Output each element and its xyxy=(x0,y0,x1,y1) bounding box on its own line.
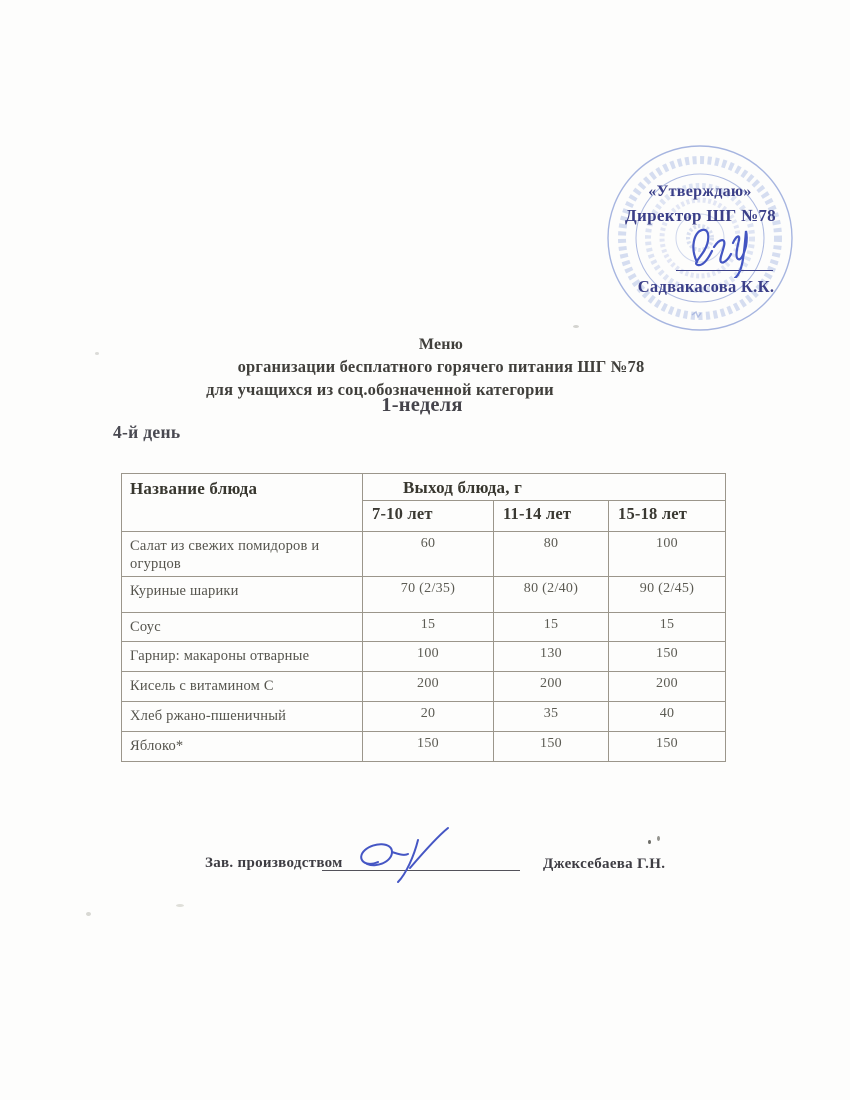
portion-cell: 200 xyxy=(494,672,609,702)
director-name: Садвакасова К.К. xyxy=(637,277,775,296)
dish-name-header: Название блюда xyxy=(122,474,363,532)
menu-table xyxy=(121,473,726,762)
age-header-7-10: 7-10 лет xyxy=(363,501,494,532)
dish-name-cell: Куриные шарики xyxy=(122,577,363,613)
portion-cell: 60 xyxy=(363,532,494,577)
portion-cell: 100 xyxy=(363,642,494,672)
dish-name-cell: Хлеб ржано-пшеничный xyxy=(122,702,363,732)
portion-cell: 15 xyxy=(609,613,726,642)
dish-name-cell: Гарнир: макароны отварные xyxy=(122,642,363,672)
table-row xyxy=(122,732,726,762)
table-row xyxy=(122,672,726,702)
director-signature-icon xyxy=(685,216,751,278)
table-row xyxy=(122,577,726,613)
manager-name: Джексебаева Г.Н. xyxy=(543,856,666,872)
portion-cell: 200 xyxy=(609,672,726,702)
portion-cell: 100 xyxy=(609,532,726,577)
scan-speck xyxy=(573,325,579,328)
table-row xyxy=(122,613,726,642)
age-header-15-18: 15-18 лет xyxy=(609,501,726,532)
dish-name-cell: Салат из свежих помидоров и огурцов xyxy=(122,532,363,577)
dish-name-cell: Соус xyxy=(122,613,363,642)
menu-subtitle-category: для учащихся из соц.обозначенной категории xyxy=(206,380,554,399)
portion-group-header: Выход блюда, г xyxy=(363,474,726,501)
approve-label: «Утверждаю» xyxy=(648,183,752,200)
menu-subtitle-program: организации бесплатного горячего питания ШГ №78 xyxy=(237,357,645,376)
portion-cell: 35 xyxy=(494,702,609,732)
menu-title: Меню xyxy=(418,336,464,353)
portion-cell: 40 xyxy=(609,702,726,732)
dish-name-cell: Яблоко* xyxy=(122,732,363,762)
portion-cell: 70 (2/35) xyxy=(363,577,494,613)
scan-speck xyxy=(657,836,660,841)
scan-speck xyxy=(86,912,91,916)
portion-cell: 150 xyxy=(494,732,609,762)
portion-cell: 150 xyxy=(363,732,494,762)
table-row xyxy=(122,702,726,732)
portion-cell: 15 xyxy=(363,613,494,642)
table-row xyxy=(122,642,726,672)
scan-speck xyxy=(176,904,184,907)
scan-speck xyxy=(648,840,651,844)
age-header-11-14: 11-14 лет xyxy=(494,501,609,532)
director-label: Директор ШГ №78 xyxy=(625,206,776,225)
portion-cell: 150 xyxy=(609,642,726,672)
production-manager-label: Зав. производством xyxy=(205,855,343,871)
portion-cell: 150 xyxy=(609,732,726,762)
portion-cell: 80 xyxy=(494,532,609,577)
portion-cell: 200 xyxy=(363,672,494,702)
manager-signature-icon xyxy=(352,824,470,884)
table-row xyxy=(122,532,726,577)
portion-cell: 20 xyxy=(363,702,494,732)
day-label: 4-й день xyxy=(113,422,181,442)
portion-cell: 90 (2/45) xyxy=(609,577,726,613)
portion-cell: 15 xyxy=(494,613,609,642)
portion-cell: 130 xyxy=(494,642,609,672)
scan-speck xyxy=(95,352,99,355)
portion-cell: 80 (2/40) xyxy=(494,577,609,613)
week-label: 1-неделя xyxy=(381,394,463,416)
dish-name-cell: Кисель с витамином С xyxy=(122,672,363,702)
